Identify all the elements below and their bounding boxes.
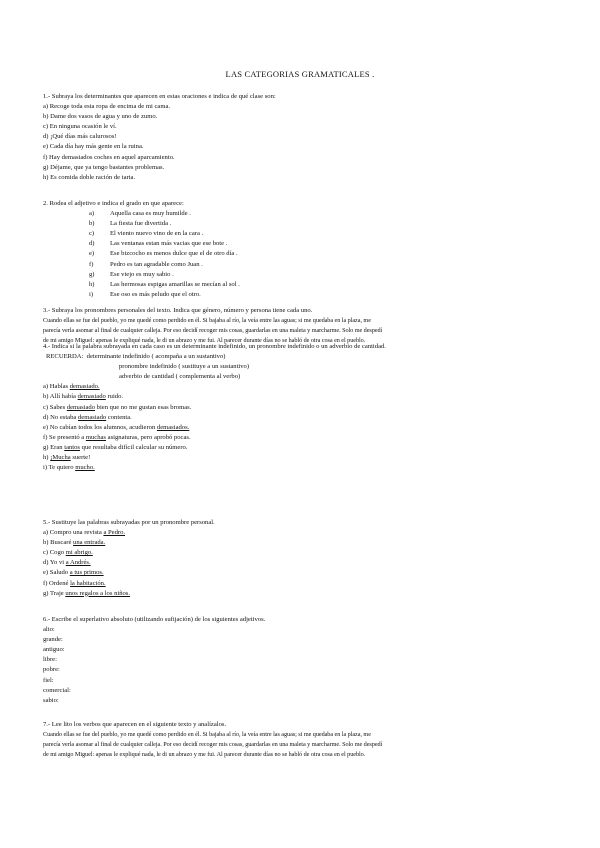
item-letter: i) [89,290,94,298]
exercise-heading: 7.- Lee lito los verbos que aparecen en el siguiente texto y analízalos. [43,721,227,728]
list-item: fiel: [43,676,54,684]
reminder-line: determinante indefinido ( acompaña a un sustantivo) [86,353,226,361]
list-item [43,453,563,463]
item-letter: h) [89,280,95,288]
exercise-heading: 1.- Subraya los determinantes que aparecen en estas oraciones e indica de qué clase son: [43,93,276,100]
exercise-heading: 2. Rodea el adjetivo e indica el grado en que aparece: [43,200,184,207]
item-text: h) [43,454,51,462]
item-text: a) Hablas [43,383,70,391]
item-letter: a) [89,210,95,218]
item-text: Pedro es tan agradable como Juan . [110,260,203,268]
item-text: El viento nuevo vino de en la cara . [110,230,204,238]
text-line: de mi amigo Miguel: apenas le expliqué nada, le di un abrazo y me fui. Al parecer durante días no se habló de otra cosa en el pueblo. [43,751,366,759]
reminder-line: adverbio de cantidad ( complementa al verbo) [119,373,241,381]
item-text: asignaturas, pero aprobó pocas. [106,433,191,441]
list-item [43,229,563,239]
item-letter: b) [89,220,95,228]
item-letter: f) [89,260,94,268]
item-text: Las ventanas estan más vacias que ese bote . [110,240,228,248]
page-title: LAS CATEGORIAS GRAMATICALES . [225,69,375,79]
list-item [43,558,563,568]
list-item: g) Déjame, que ya tengo bastantes problemas. [43,163,165,171]
text-line: parecía verla asomar al final de cualquier calleja. Por eso decidí recoger mis cosas, guardarlas en una maleta y marcharme. Solo me despedí [43,741,383,749]
exercise-6 [43,615,563,706]
exercise-2 [43,199,563,300]
item-text: d) No estaba [43,413,78,421]
item-text: Ese bizcocho es menos dulce que el de otro día . [110,250,238,258]
list-item [43,403,563,413]
underlined-word: a Pedro. [103,529,126,537]
list-item [43,579,563,589]
underlined-word: mi abrigo. [65,549,93,557]
underlined-word: mucho. [75,464,95,472]
exercise-heading: 6.- Escribe el superlativo absoluto (utilizando sufijación) de los siguientes adjetivos. [43,616,266,623]
list-item [43,280,563,290]
item-text: b) Allí había [43,393,78,401]
item-letter: c) [89,230,95,238]
underlined-word: una entrada. [73,539,106,547]
text-line: de mi amigo Miguel: apenas le expliqué nada, le di un abrazo y me fui. Al parecer durante días no se habló de otra cosa en el pueblo. [43,337,366,345]
exercise-5 [43,518,563,599]
exercise-3 [43,306,563,346]
underlined-word: demasiado [77,413,107,421]
item-letter: d) [89,240,95,248]
list-item [43,239,563,249]
item-text: ruido. [105,393,124,401]
list-item: grande: [43,636,63,644]
item-text: bien que no me gustan esas bromas. [95,403,192,411]
item-text: d) Yo vi [43,559,66,567]
list-item: b) Dame dos vasos de agua y uno de zumo. [43,113,158,121]
list-item [43,249,563,259]
underlined-word: a tus primos. [69,569,104,577]
list-item [43,548,563,558]
item-text: g) Eran [43,443,65,451]
underlined-word: ¡Mucha [50,454,71,462]
item-text: Aquella casa es muy humilde . [110,210,191,218]
reminder-line: pronombre indefinido ( sustituye a un sustantivo) [119,363,250,371]
item-text: La fiesta fue divertida . [110,220,172,228]
text-line: parecía verla asomar al final de cualquier calleja. Por eso decidí recoger mis cosas, guardarlas en una maleta y marcharme. Solo me despedí [43,327,383,335]
item-text: a) Compro una revista [43,529,104,537]
list-item: comercial: [43,686,71,694]
item-letter: e) [89,250,95,258]
list-item [43,528,563,538]
exercise-4 [43,342,563,473]
item-text: b) Buscaré [43,539,74,547]
underlined-word: demasiado. [69,383,100,391]
exercise-heading: 5.- Sustituye las palabras subrayadas por un pronombre personal. [43,519,215,526]
item-text: e) No cabían todos los alumnos, acudieron [43,423,157,431]
list-item: e) Cada día hay más gente en la ruina. [43,143,144,151]
underlined-word: tantos [64,443,81,451]
text-line: Cuando ellas se fue del pueblo, yo me quedé como perdido en él. Si bajaba al río, la veía entre las aguas; si me quedaba en la plaza, me [43,317,371,325]
exercise-heading: 4.- Indica si la palabra subrayada en cada caso es un determinante indefinido, un pronombre indefinido o un adverbio de cantidad. [43,343,386,350]
underlined-word: muchas [85,433,106,441]
item-text: c) Sabes [43,403,67,411]
list-item: alto: [43,626,55,634]
list-item: sabio: [43,696,59,704]
item-letter: g) [89,270,95,278]
underlined-word: a Andrés. [65,559,91,567]
item-text: Las hermosas espigas amarillas se mecían al sol . [110,280,240,288]
item-text: contenta. [106,413,132,421]
list-item: h) Es comida doble ración de tarta. [43,173,136,181]
exercise-1 [43,92,563,183]
item-text: que resultaba difícil calcular su número. [80,443,188,451]
list-item [43,568,563,578]
underlined-word: la habitación. [70,579,106,587]
list-item [43,382,563,392]
underlined-word: unos regalos a los niños. [65,589,131,597]
list-item: libre: [43,656,57,664]
list-item [43,423,563,433]
item-text: g) Traje [43,589,66,597]
list-item: f) Hay demasiados coches en aquel aparcamiento. [43,153,175,161]
list-item [43,290,563,300]
list-item [43,270,563,280]
underlined-word: demasiado [66,403,96,411]
item-text: f) Ordené [43,579,71,587]
reminder [43,352,563,362]
list-item [43,392,563,402]
list-item [43,433,563,443]
list-item [43,463,563,473]
list-item: d) ¡Qué días más calurosos! [43,133,117,141]
list-item: c) En ninguna ocasión le ví. [43,123,117,131]
exercise-heading: 3.- Subraya los pronombres personales del texto. Indica que género, número y persona tiene cada uno. [43,307,313,314]
underlined-word: demasiados. [156,423,190,431]
item-text: Ese oso es más peludo que el otro. [110,290,201,298]
item-text: i) Te quiero [43,464,76,472]
list-item [43,209,563,219]
text-line: Cuando ellas se fue del pueblo, yo me quedé como perdido en él. Si bajaba al río, la veía entre las aguas; si me quedaba en la plaza, me [43,731,371,739]
item-text: e) Saludo [43,569,70,577]
list-item [43,589,563,599]
list-item: pobre: [43,666,60,674]
exercise-7 [43,720,563,760]
item-text: f) Se presentó a [43,433,86,441]
item-text: suerte! [70,454,91,462]
list-item [43,219,563,229]
list-item [43,260,563,270]
reminder-label: RECUERDA: [46,353,84,361]
list-item [43,538,563,548]
list-item [43,413,563,423]
underlined-word: demasiado [77,393,106,401]
item-text: Ese viejo es muy sabio . [110,270,174,278]
list-item: a) Recoge toda esta ropa de encima de mi cama. [43,103,171,111]
list-item: antiguo: [43,646,65,654]
item-text: c) Cogo [43,549,66,557]
list-item [43,443,563,453]
